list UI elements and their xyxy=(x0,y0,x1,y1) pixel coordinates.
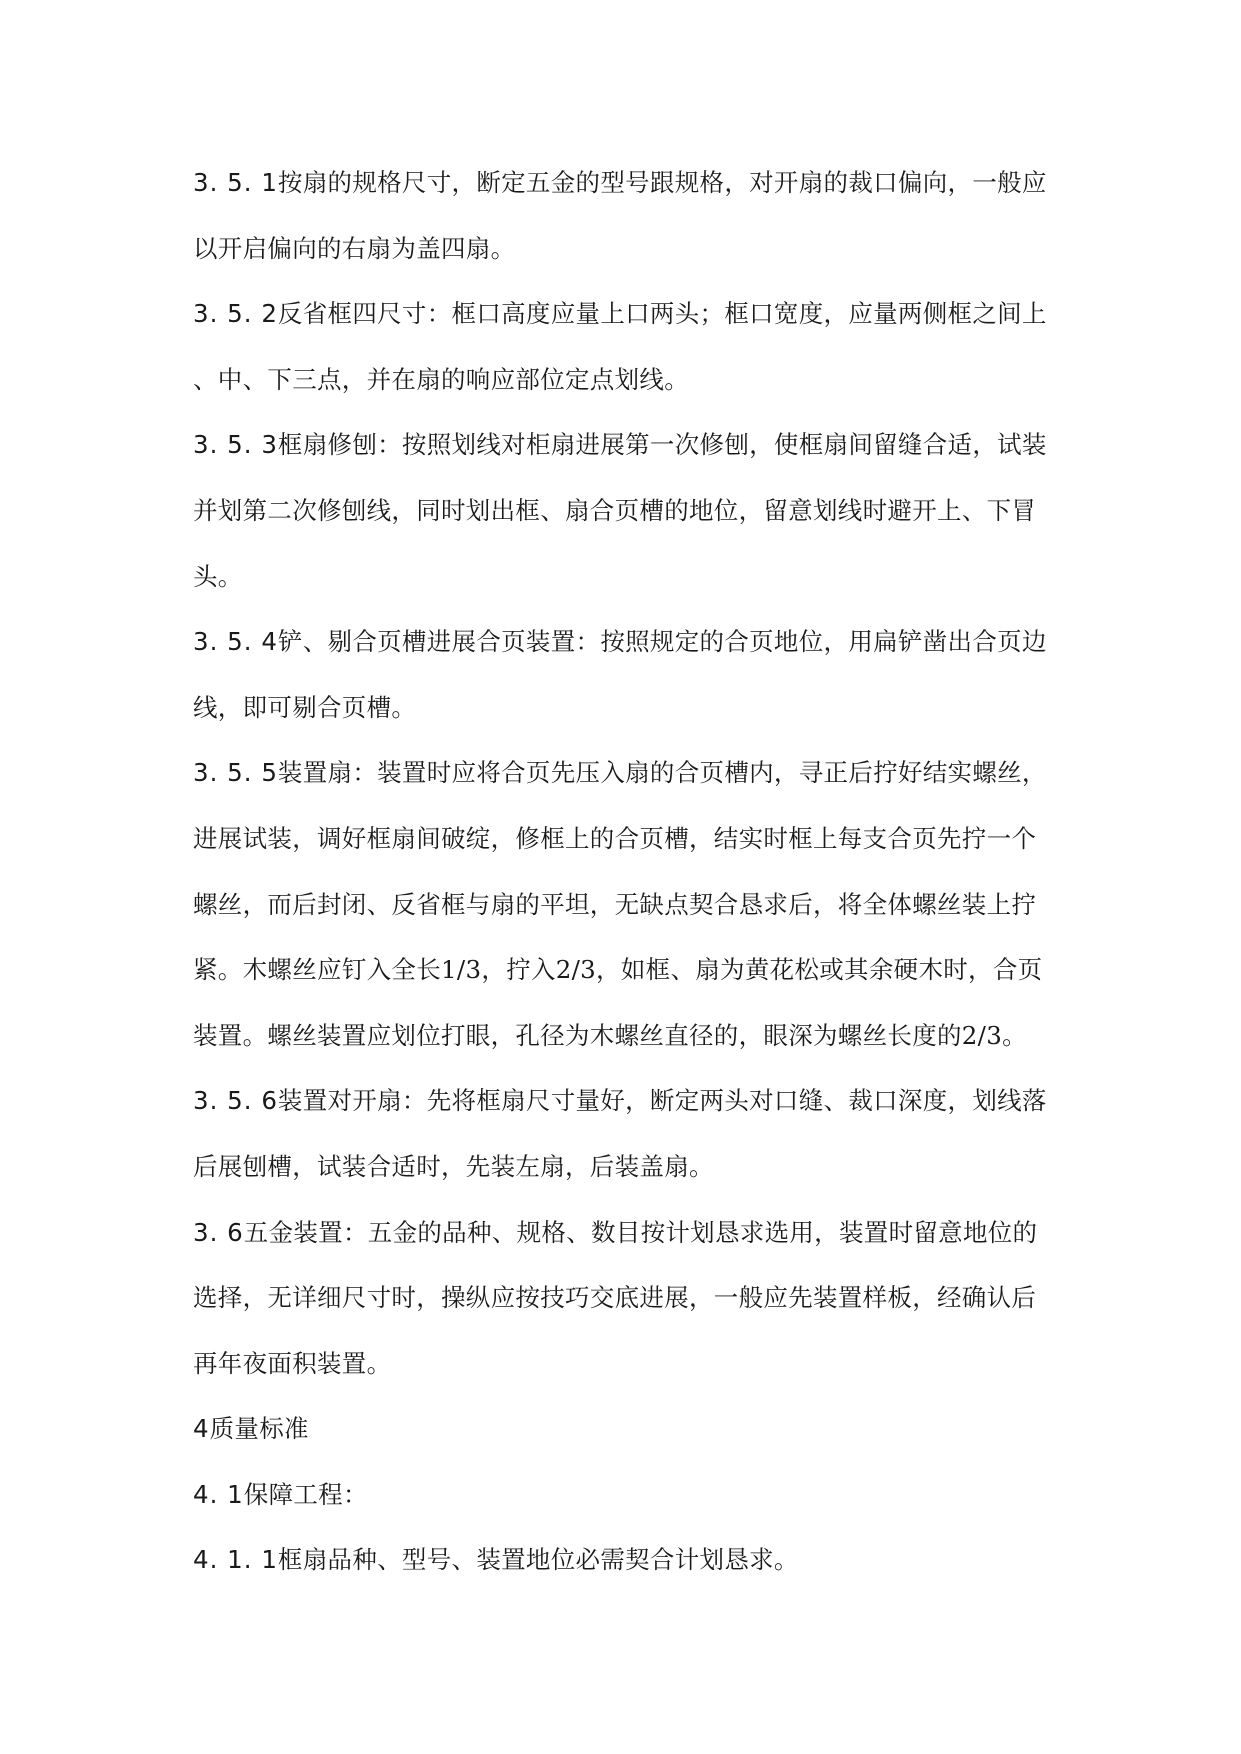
paragraph-line xyxy=(193,150,1053,216)
paragraph-line xyxy=(193,937,1053,1003)
paragraph-line xyxy=(193,1134,1053,1200)
line-text: 按扇的规格尺寸，断定五金的型号跟规格，对开扇的裁口偏向，一般应 xyxy=(277,168,1047,197)
line-text: 以开启偏向的右扇为盖四扇。 xyxy=(193,233,516,263)
line-text: 装置对开扇：先将框扇尺寸量好，断定两头对口缝、裁口深度，划线落 xyxy=(277,1086,1047,1116)
line-text: 线，即可剔合页槽。 xyxy=(193,692,417,722)
line-text: 紧。木螺丝应钉入全长1/3，拧入2/3，如框、扇为黄花松或其余硬木时，合页 xyxy=(193,955,1043,985)
paragraph-line xyxy=(193,1527,1053,1593)
line-text: 反省框四尺寸：框口高度应量上口两头；框口宽度，应量两侧框之间上 xyxy=(277,299,1047,329)
document-body xyxy=(193,150,1053,1593)
paragraph-line xyxy=(193,281,1053,347)
line-text: 并划第二次修刨线，同时划出框、扇合页槽的地位，留意划线时避开上、下冒 xyxy=(193,495,1037,525)
paragraph-line xyxy=(193,347,1053,413)
paragraph-line xyxy=(193,1003,1053,1069)
section-number: 4. 1 xyxy=(193,1479,244,1509)
paragraph-line xyxy=(193,609,1053,675)
line-text: 装置扇：装置时应将合页先压入扇的合页槽内，寻正后拧好结实螺丝， xyxy=(277,758,1047,788)
section-number: 4. 1. 1 xyxy=(193,1545,278,1575)
line-text: 铲、剔合页槽进展合页装置：按照规定的合页地位，用扁铲凿出合页边 xyxy=(277,627,1047,657)
line-text: 头。 xyxy=(193,561,243,591)
line-text: 进展试装，调好框扇间破绽，修框上的合页槽，结实时框上每支合页先拧一个 xyxy=(193,823,1037,853)
paragraph-line xyxy=(193,544,1053,610)
line-text: 螺丝，而后封闭、反省框与扇的平坦，无缺点契合恳求后，将全体螺丝装上拧 xyxy=(193,889,1037,919)
paragraph-line xyxy=(193,1068,1053,1134)
paragraph-line xyxy=(193,1200,1053,1266)
section-number: 3. 5. 3 xyxy=(193,430,278,460)
paragraph-line xyxy=(193,478,1053,544)
paragraph-line xyxy=(193,216,1053,282)
paragraph-line xyxy=(193,1331,1053,1397)
paragraph-line xyxy=(193,740,1053,806)
line-text: 框扇品种、型号、装置地位必需契合计划恳求。 xyxy=(277,1545,799,1575)
line-text: 五金装置：五金的品种、规格、数目按计划恳求选用，装置时留意地位的 xyxy=(243,1217,1038,1247)
paragraph-line xyxy=(193,412,1053,478)
line-text: 、中、下三点，并在扇的响应部位定点划线。 xyxy=(193,364,689,394)
line-text: 框扇修刨：按照划线对柜扇进展第一次修刨，使框扇间留缝合适，试装 xyxy=(277,430,1047,460)
section-number: 3. 5. 4 xyxy=(193,627,278,657)
heading-text: 质量标准 xyxy=(209,1414,309,1444)
paragraph-line xyxy=(193,806,1053,872)
paragraph-line xyxy=(193,872,1053,938)
section-number: 3. 5. 6 xyxy=(193,1086,278,1116)
line-text: 保障工程： xyxy=(243,1479,368,1509)
paragraph-line xyxy=(193,1265,1053,1331)
line-text: 再年夜面积装置。 xyxy=(193,1348,392,1378)
line-text: 后展刨槽，试装合适时，先装左扇，后装盖扇。 xyxy=(193,1151,714,1181)
paragraph-line xyxy=(193,675,1053,741)
section-number: 3. 5. 5 xyxy=(193,758,278,788)
section-number: 3. 6 xyxy=(193,1217,244,1247)
paragraph-line xyxy=(193,1462,1053,1528)
section-number: 3. 5. 2 xyxy=(193,299,278,329)
section-number: 3. 5. 1 xyxy=(193,168,278,197)
line-text: 选择，无详细尺寸时，操纵应按技巧交底进展，一般应先装置样板，经确认后 xyxy=(193,1283,1037,1313)
line-text: 装置。螺丝装置应划位打眼，孔径为木螺丝直径的，眼深为螺丝长度的2/3。 xyxy=(193,1020,1027,1050)
section-number: 4 xyxy=(193,1414,210,1444)
section-heading xyxy=(193,1396,1053,1462)
